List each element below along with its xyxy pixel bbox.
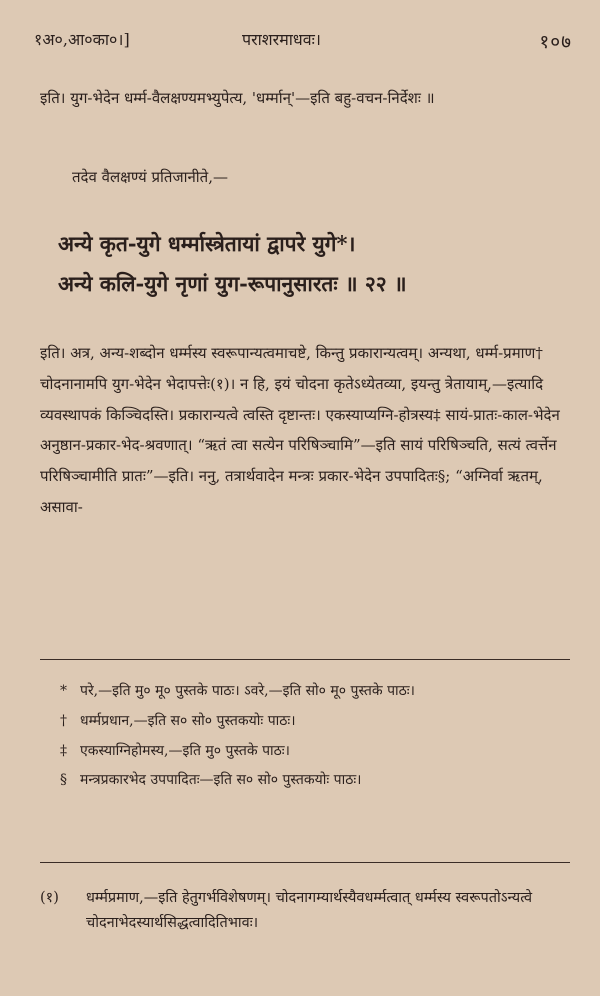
- footnote-divider: [40, 659, 570, 660]
- footnotes: [60, 680, 572, 799]
- page-number: १०७: [539, 31, 572, 53]
- endnote-divider: [40, 862, 570, 863]
- footnote-item: [60, 710, 572, 734]
- verse-line-1: अन्ये कृत-युगे धर्म्मास्त्रेतायां द्वापरे युगे*।: [58, 231, 356, 256]
- footnote-text: एकस्याग्निहोमस्य,—इति मु० पुस्तके पाठः।: [80, 742, 290, 759]
- header-section-ref: १अ०,आ०का०।]: [34, 30, 130, 49]
- footnote-item: [60, 680, 572, 704]
- footnote-text: परे,—इति मु० मू० पुस्तके पाठः। ऽवरे,—इति सो० मू० पुस्तके पाठः।: [80, 683, 415, 699]
- running-header: [34, 28, 572, 52]
- footnote-mark: §: [60, 772, 67, 789]
- paragraph-commentary: इति। अत्र, अन्य-शब्दोन धर्म्मस्य स्वरूपान्यत्वमाचष्टे, किन्तु प्रकारान्यत्वम्। अन्यथा, धर्म्म-प्रमाण† चोदनानामपि युग-भेदेन भेदापत्तेः(१)। न हि, इयं चोदना कृतेऽध्येतव्या, इयन्तु त्रेतायाम्,—इत्यादि व्यवस्थापकं किञ्चिदस्ति। प्रकारान्यत्वे त्वस्ति दृष्टान्तः। एकस्याप्यग्नि-होत्रस्य‡ सायं-प्रातः-काल-भेदेन अनुष्ठान-प्रकार-भेद-श्रवणात्। “ऋतं त्वा सत्येन परिषिञ्चामि”—इति सायं परिषिञ्चति, सत्यं त्वर्त्तेन परिषिञ्चामीति प्रातः”—इति। ननु, तत्रार्थवादेन मन्त्रः प्रकार-भेदेन उपपादितः§; “अग्निर्वा ऋतम्, असावा-: [40, 344, 560, 516]
- endnote-number: (१): [40, 890, 59, 906]
- footnote-mark: †: [60, 712, 67, 729]
- footnote-item: [60, 740, 572, 764]
- footnote-mark: *: [60, 683, 67, 699]
- paragraph-transition: तदेव वैलक्षण्यं प्रतिजानीते,—: [72, 168, 228, 186]
- verse-line-2: अन्ये कलि-युगे नृणां युग-रूपानुसारतः ॥ २२ ॥: [58, 271, 407, 296]
- endnote-text: धर्म्मप्रमाण,—इति हेतुगर्भविशेषणम्। चोदनागम्यार्थस्यैवधर्म्मत्वात् धर्म्मस्य स्वरूपतोऽन्यत्वे चोदनाभेदस्यार्थसिद्धत्वादितिभावः।: [86, 890, 533, 932]
- header-title: पराशरमाधवः।: [242, 30, 321, 49]
- footnote-item: [60, 769, 572, 793]
- endnote: [40, 886, 572, 937]
- footnote-text: धर्म्मप्रधान,—इति स० सो० पुस्तकयोः पाठः।: [80, 712, 296, 729]
- footnote-mark: ‡: [60, 742, 67, 759]
- paragraph-intro: इति। युग-भेदेन धर्म्म-वैलक्षण्यमभ्युपेत्य, 'धर्म्मान्'—इति बहु-वचन-निर्देशः ॥: [40, 89, 435, 107]
- footnote-text: मन्त्रप्रकारभेद उपपादितः—इति स० सो० पुस्तकयोः पाठः।: [80, 772, 362, 789]
